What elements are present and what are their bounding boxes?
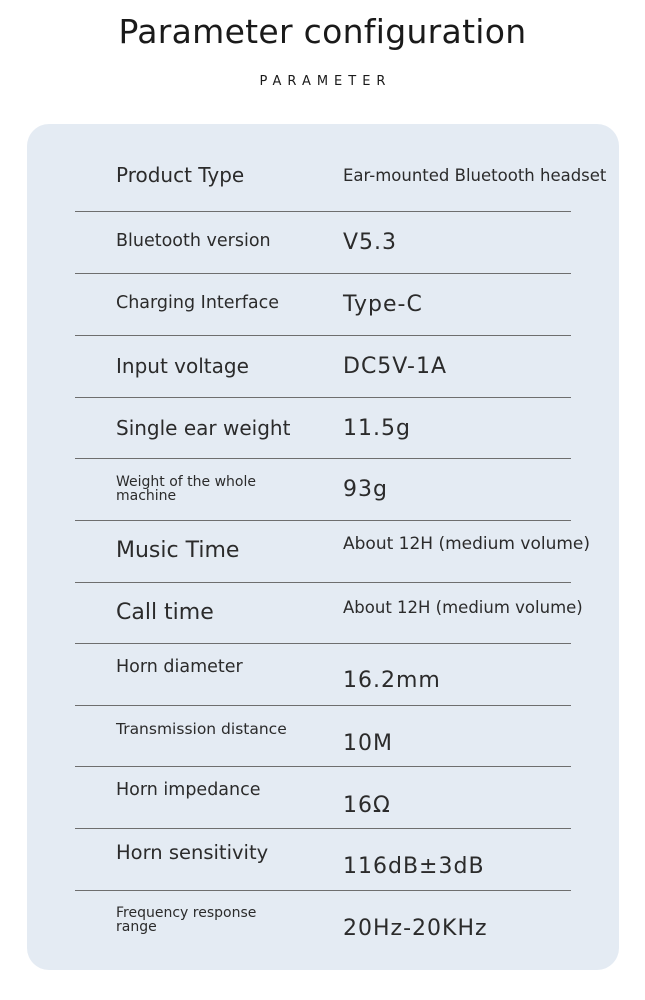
param-row-transmission-distance	[27, 705, 619, 767]
param-label: Bluetooth version	[116, 231, 271, 252]
param-row-call-time	[27, 582, 619, 644]
param-label: Product Type	[116, 163, 245, 187]
param-row-frequency-response	[27, 890, 619, 952]
param-value: 16.2mm	[343, 668, 441, 693]
param-label: Input voltage	[116, 354, 249, 378]
param-row-bluetooth-version	[27, 211, 619, 273]
param-value: 11.5g	[343, 415, 411, 441]
parameter-table	[27, 124, 619, 970]
param-value: V5.3	[343, 229, 398, 255]
param-label: Transmission distance	[116, 720, 287, 738]
page-title: Parameter configuration	[118, 12, 527, 51]
param-row-charging-interface	[27, 273, 619, 335]
param-label: Horn diameter	[116, 657, 243, 677]
param-value: Ear-mounted Bluetooth headset	[343, 165, 607, 185]
param-row-horn-sensitivity	[27, 828, 619, 890]
param-value: Type-C	[343, 291, 423, 317]
param-value: 16Ω	[343, 793, 391, 818]
param-value: 10M	[343, 731, 393, 756]
param-label: Horn sensitivity	[116, 841, 269, 864]
param-row-horn-diameter	[27, 643, 619, 705]
param-row-product-type	[27, 144, 619, 206]
param-label: Single ear weight	[116, 416, 291, 440]
param-label: Call time	[116, 600, 214, 625]
param-row-whole-machine-weight	[27, 458, 619, 520]
page-subtitle: PARAMETER	[259, 74, 392, 89]
param-row-input-voltage	[27, 335, 619, 397]
param-value: 20Hz-20KHz	[343, 916, 488, 941]
param-value: 93g	[343, 476, 388, 502]
param-row-music-time	[27, 520, 619, 582]
param-label: Charging Interface	[116, 293, 280, 314]
param-value: DC5V-1A	[343, 353, 448, 379]
param-label: Music Time	[116, 538, 240, 563]
param-value: 116dB±3dB	[343, 854, 485, 879]
param-label: Horn impedance	[116, 780, 261, 800]
param-value: About 12H (medium volume)	[343, 598, 583, 617]
param-label: Weight of the whole machine	[116, 474, 256, 504]
param-row-single-ear-weight	[27, 397, 619, 459]
param-row-horn-impedance	[27, 766, 619, 828]
param-value: About 12H (medium volume)	[343, 534, 590, 554]
param-label: Frequency response range	[116, 905, 257, 935]
